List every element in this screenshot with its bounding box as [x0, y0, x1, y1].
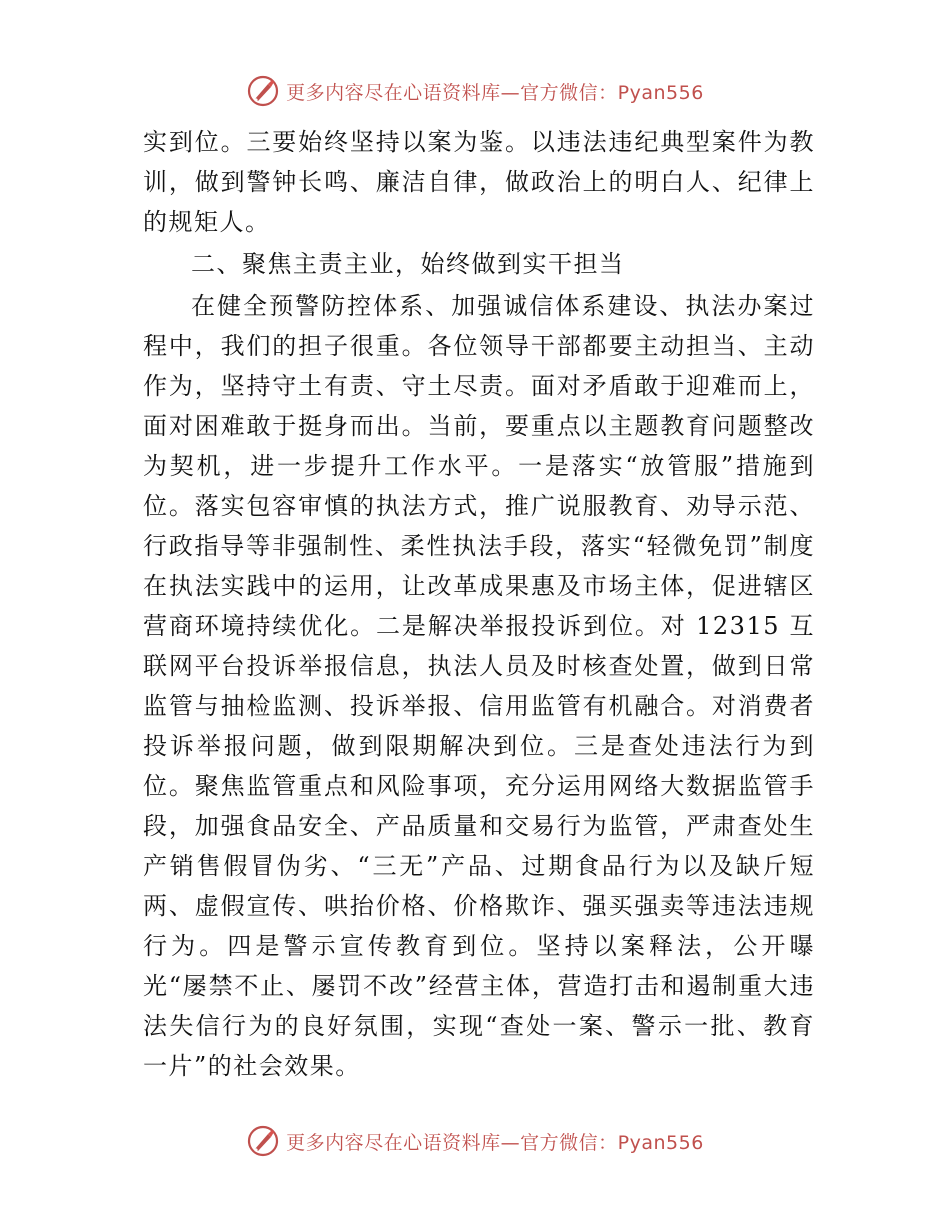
- paragraph-continuation: 实到位。三要始终坚持以案为鉴。以违法违纪典型案件为教训，做到警钟长鸣、廉洁自律，做政治上的明白人、纪律上的规矩人。: [143, 128, 815, 236]
- pen-quill-logo-icon: [246, 74, 280, 108]
- watermark-text: 更多内容尽在心语资料库—官方微信：Pyan556: [286, 1131, 704, 1154]
- header-watermark: [0, 74, 950, 108]
- pen-quill-logo-icon: [246, 1124, 280, 1158]
- watermark-text: 更多内容尽在心语资料库—官方微信：Pyan556: [286, 81, 704, 104]
- document-body: [143, 122, 815, 1086]
- footer-watermark: [0, 1124, 950, 1158]
- paragraph-body: 在健全预警防控体系、加强诚信体系建设、执法办案过程中，我们的担子很重。各位领导干部都要主动担当、主动作为，坚持守土有责、守土尽责。面对矛盾敢于迎难而上，面对困难敢于挺身而出。当前，要重点以主题教育问题整改为契机，进一步提升工作水平。一是落实“放管服”措施到位。落实包容审慎的执法方式，推广说服教育、劝导示范、行政指导等非强制性、柔性执法手段，落实“轻微免罚”制度在执法实践中的运用，让改革成果惠及市场主体，促进辖区营商环境持续优化。二是解决举报投诉到位。对 12315 互联网平台投诉举报信息，执法人员及时核查处置，做到日常监管与抽检监测、投诉举报、信用监管有机融合。对消费者投诉举报问题，做到限期解决到位。三是查处违法行为到位。聚焦监管重点和风险事项，充分运用网络大数据监管手段，加强食品安全、产品质量和交易行为监管，严肃查处生产销售假冒伪劣、“三无”产品、过期食品行为以及缺斤短两、虚假宣传、哄抬价格、价格欺诈、强买强卖等违法违规行为。四是警示宣传教育到位。坚持以案释法，公开曝光“屡禁不止、屡罚不改”经营主体，营造打击和遏制重大违法失信行为的良好氛围，实现“查处一案、警示一批、教育一片”的社会效果。: [143, 292, 815, 1080]
- section-heading: 二、聚焦主责主业，始终做到实干担当: [191, 250, 625, 278]
